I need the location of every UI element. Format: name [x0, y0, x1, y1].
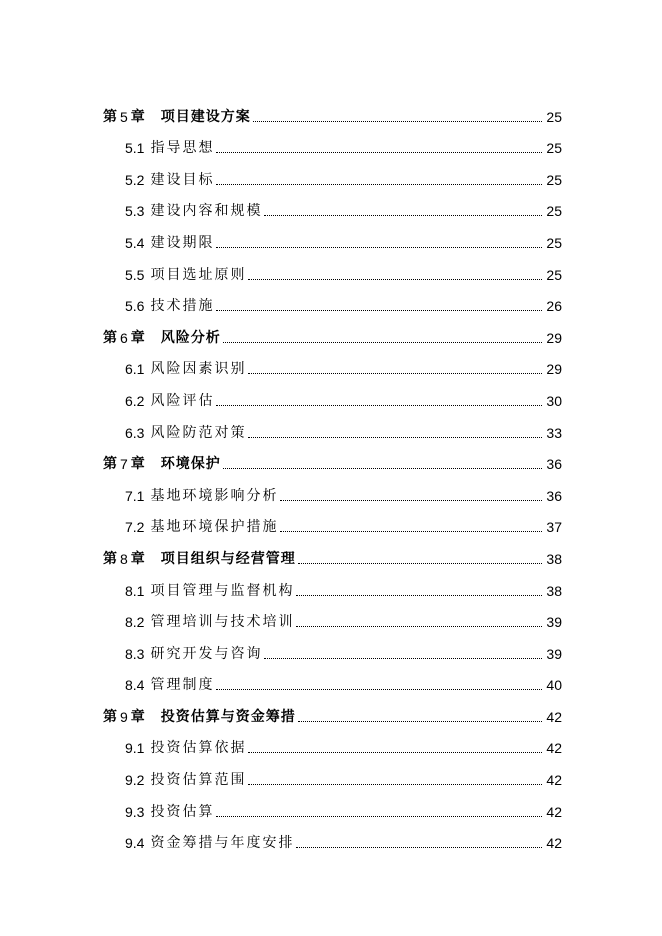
toc-section-entry[interactable]: [0, 218, 662, 250]
dot-leader: [280, 531, 542, 532]
toc-chapter-entry[interactable]: [0, 92, 662, 124]
section-title: 管理制度: [150, 677, 215, 694]
dot-leader: [298, 563, 542, 564]
section-title: 投资估算范围: [150, 772, 247, 789]
section-number: 6.3: [125, 424, 145, 441]
toc-section-entry[interactable]: [0, 598, 662, 630]
chapter-suffix: 章: [130, 550, 145, 567]
toc-section-entry[interactable]: [0, 661, 662, 693]
toc-section-entry[interactable]: [0, 376, 662, 408]
toc-chapter-entry[interactable]: [0, 534, 662, 566]
chapter-title: 项目建设方案: [160, 108, 251, 125]
section-number: 5.6: [125, 298, 145, 315]
page-number: 36: [546, 456, 562, 473]
page-number: 26: [546, 298, 562, 315]
chapter-number: [103, 710, 145, 724]
section-title: 建设期限: [150, 234, 215, 251]
section-number: 7.2: [125, 519, 145, 536]
chapter-num: 5: [120, 108, 128, 125]
page-number: 42: [546, 803, 562, 820]
toc-section-entry[interactable]: [0, 250, 662, 282]
page-number: 38: [546, 550, 562, 567]
page-number: 39: [546, 614, 562, 631]
toc-chapter-entry[interactable]: [0, 313, 662, 345]
section-number: 8.4: [125, 677, 145, 694]
page-number: 42: [546, 740, 562, 757]
chapter-prefix: 第: [103, 329, 117, 346]
chapter-number: [103, 457, 145, 471]
page-number: 39: [546, 645, 562, 662]
chapter-suffix: 章: [130, 708, 145, 725]
section-title: 投资估算依据: [150, 740, 247, 757]
chapter-prefix: 第: [103, 550, 117, 567]
dot-leader: [223, 342, 542, 343]
section-number: 5.5: [125, 266, 145, 283]
chapter-num: 6: [120, 329, 128, 346]
section-number: 5.1: [125, 140, 145, 157]
dot-leader: [248, 279, 542, 280]
page-number: 25: [546, 266, 562, 283]
toc-chapter-entry[interactable]: [0, 440, 662, 472]
section-number: 9.2: [125, 772, 145, 789]
toc-section-entry[interactable]: [0, 724, 662, 756]
page-number: 42: [546, 772, 562, 789]
dot-leader: [248, 784, 542, 785]
toc-section-entry[interactable]: [0, 471, 662, 503]
section-title: 风险因素识别: [150, 361, 247, 378]
section-title: 项目管理与监督机构: [150, 582, 295, 599]
toc-section-entry[interactable]: [0, 755, 662, 787]
page-number: 33: [546, 424, 562, 441]
toc-section-entry[interactable]: [0, 819, 662, 851]
dot-leader: [216, 405, 542, 406]
section-number: 9.1: [125, 740, 145, 757]
section-title: 建设内容和规模: [150, 203, 263, 220]
section-title: 研究开发与咨询: [150, 645, 263, 662]
dot-leader: [253, 121, 542, 122]
page-number: 42: [546, 708, 562, 725]
chapter-suffix: 章: [130, 456, 145, 473]
dot-leader: [216, 310, 542, 311]
toc-section-entry[interactable]: [0, 155, 662, 187]
chapter-prefix: 第: [103, 708, 117, 725]
dot-leader: [216, 689, 542, 690]
section-number: 5.2: [125, 171, 145, 188]
chapter-num: 8: [120, 550, 128, 567]
chapter-prefix: 第: [103, 456, 117, 473]
section-title: 风险防范对策: [150, 424, 247, 441]
section-title: 指导思想: [150, 140, 215, 157]
section-number: 5.3: [125, 203, 145, 220]
section-number: 6.2: [125, 392, 145, 409]
dot-leader: [280, 500, 542, 501]
chapter-number: [103, 110, 145, 124]
section-number: 6.1: [125, 361, 145, 378]
section-title: 技术措施: [150, 298, 215, 315]
page-number: 25: [546, 203, 562, 220]
toc-section-entry[interactable]: [0, 345, 662, 377]
dot-leader: [216, 247, 542, 248]
toc-chapter-entry[interactable]: [0, 692, 662, 724]
section-number: 5.4: [125, 234, 145, 251]
page-number: 29: [546, 329, 562, 346]
toc-section-entry[interactable]: [0, 408, 662, 440]
dot-leader: [223, 468, 542, 469]
dot-leader: [248, 752, 542, 753]
section-number: 8.3: [125, 645, 145, 662]
table-of-contents: [0, 92, 662, 850]
chapter-title: 环境保护: [160, 456, 221, 473]
page-number: 25: [546, 171, 562, 188]
dot-leader: [216, 816, 542, 817]
chapter-num: 9: [120, 708, 128, 725]
page-number: 30: [546, 392, 562, 409]
page-number: 25: [546, 140, 562, 157]
chapter-suffix: 章: [130, 108, 145, 125]
toc-section-entry[interactable]: [0, 566, 662, 598]
chapter-title: 风险分析: [160, 329, 221, 346]
page-number: 37: [546, 519, 562, 536]
section-number: 9.4: [125, 835, 145, 852]
dot-leader: [216, 184, 542, 185]
dot-leader: [248, 373, 542, 374]
section-title: 基地环境保护措施: [150, 519, 279, 536]
toc-section-entry[interactable]: [0, 282, 662, 314]
page-number: 38: [546, 582, 562, 599]
dot-leader: [298, 721, 542, 722]
dot-leader: [248, 437, 542, 438]
dot-leader: [296, 595, 542, 596]
dot-leader: [264, 658, 542, 659]
chapter-title: 投资估算与资金筹措: [160, 708, 296, 725]
section-number: 7.1: [125, 487, 145, 504]
page-number: 42: [546, 835, 562, 852]
page-number: 40: [546, 677, 562, 694]
dot-leader: [296, 847, 542, 848]
toc-section-entry[interactable]: [0, 124, 662, 156]
toc-section-entry[interactable]: [0, 787, 662, 819]
section-title: 管理培训与技术培训: [150, 614, 295, 631]
chapter-title: 项目组织与经营管理: [160, 550, 296, 567]
section-title: 投资估算: [150, 803, 215, 820]
section-number: 8.1: [125, 582, 145, 599]
chapter-prefix: 第: [103, 108, 117, 125]
page-number: 25: [546, 234, 562, 251]
section-number: 9.3: [125, 803, 145, 820]
page-number: 29: [546, 361, 562, 378]
dot-leader: [264, 215, 542, 216]
section-title: 项目选址原则: [150, 266, 247, 283]
chapter-num: 7: [120, 456, 128, 473]
section-title: 风险评估: [150, 392, 215, 409]
toc-section-entry[interactable]: [0, 503, 662, 535]
section-title: 资金筹措与年度安排: [150, 835, 295, 852]
section-title: 基地环境影响分析: [150, 487, 279, 504]
dot-leader: [296, 626, 542, 627]
chapter-suffix: 章: [130, 329, 145, 346]
chapter-number: [103, 552, 145, 566]
dot-leader: [216, 152, 542, 153]
toc-section-entry[interactable]: [0, 629, 662, 661]
section-title: 建设目标: [150, 171, 215, 188]
page-number: 36: [546, 487, 562, 504]
section-number: 8.2: [125, 614, 145, 631]
toc-section-entry[interactable]: [0, 187, 662, 219]
chapter-number: [103, 331, 145, 345]
page-number: 25: [546, 108, 562, 125]
